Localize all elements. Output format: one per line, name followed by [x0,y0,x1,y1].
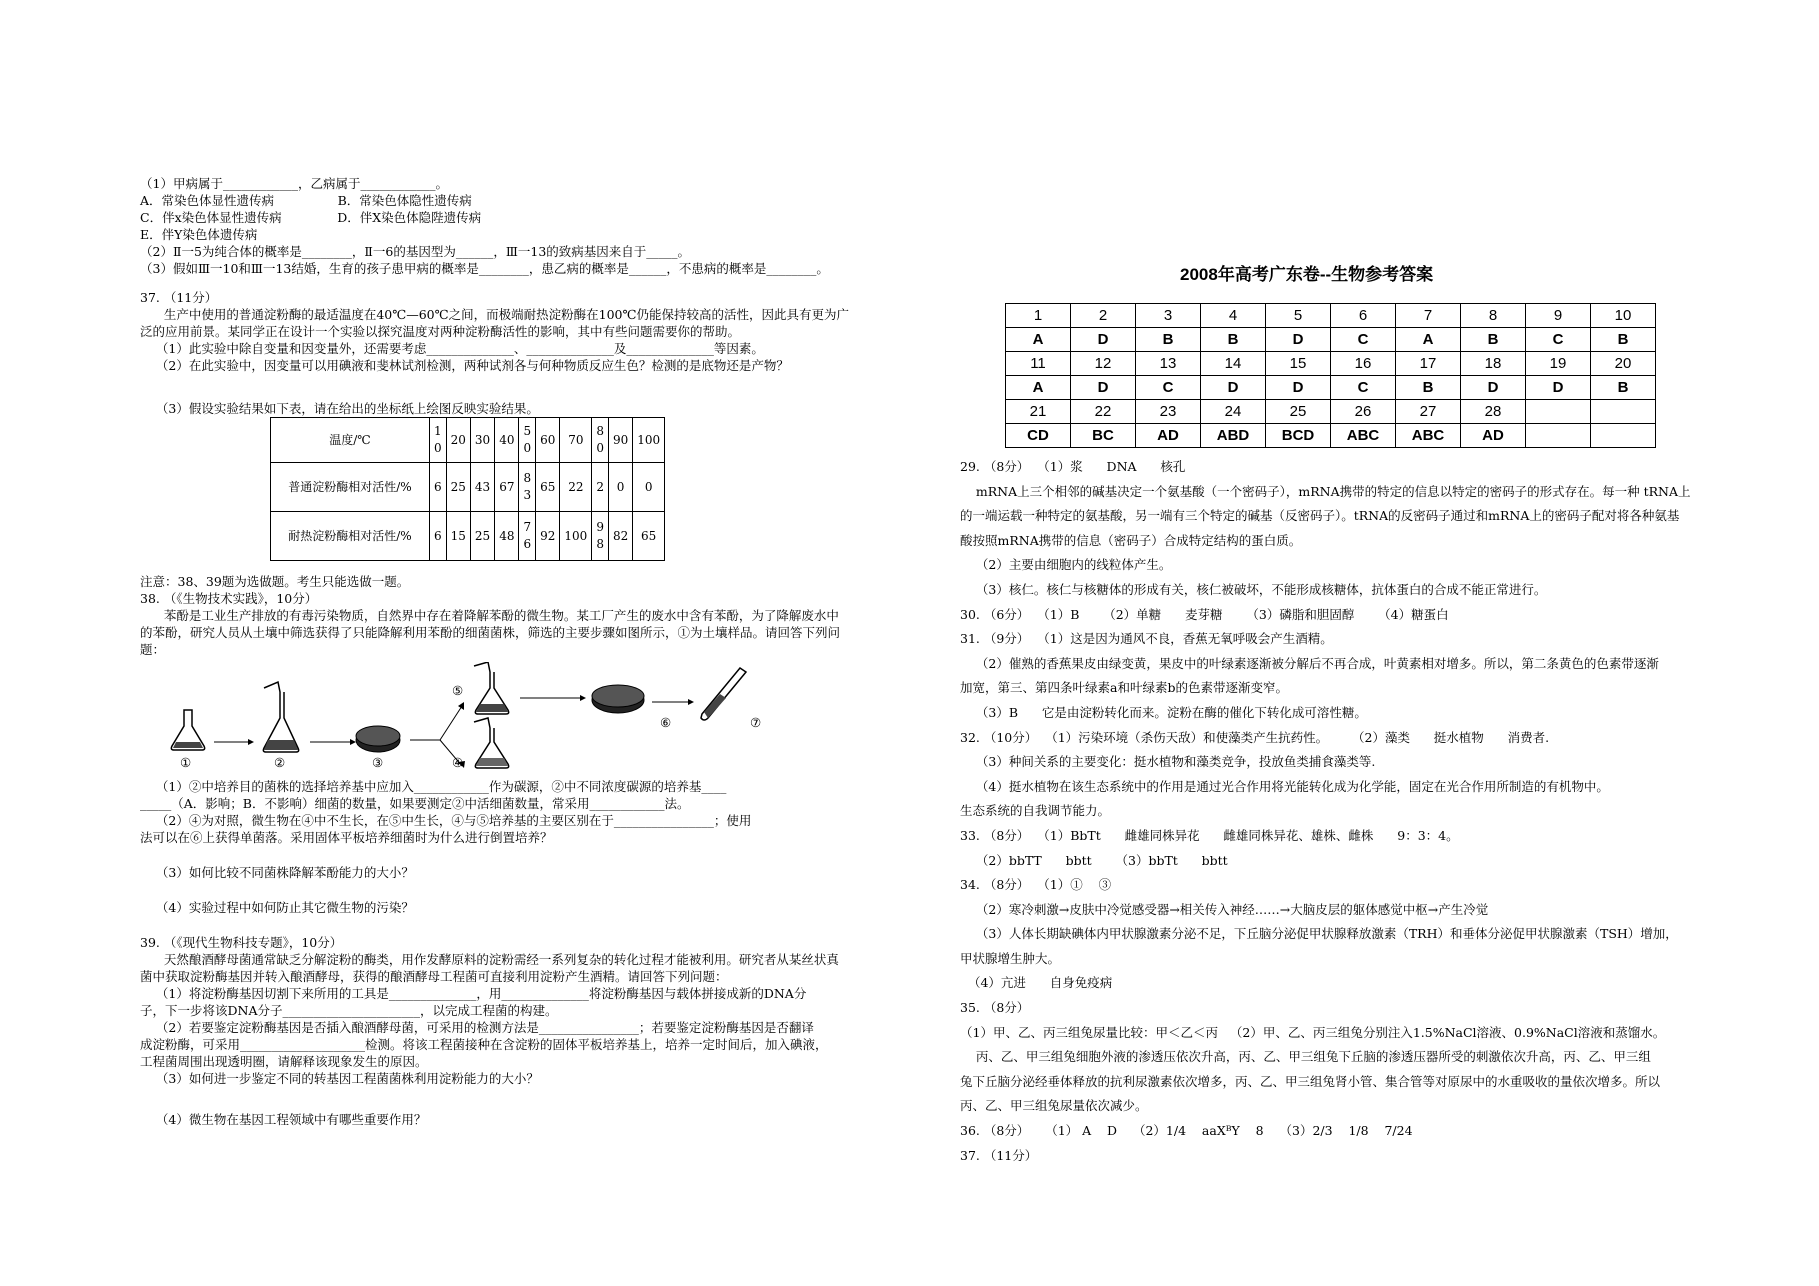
left-column [140,175,910,1128]
table-cell: 6 [430,463,447,512]
question-number-cell: 16 [1331,352,1396,376]
question-number-cell: 23 [1136,400,1201,424]
table-header-cell: 1 0 [430,418,447,463]
answer-line: （4）挺水植物在该生态系统中的作用是通过光合作用将光能转化成为化学能，固定在光合作用所制造的有机物中。 [960,778,1609,794]
question-number-cell: 6 [1331,304,1396,328]
petri-dish-6-icon [592,685,644,713]
q36-line: （2）Ⅱ一5为纯合体的概率是________，Ⅱ一6的基因型为______，Ⅲ一13的致病基因来自于_____。 [140,244,691,259]
answer-key-title: 2008年高考广东卷--生物参考答案 [1180,265,1434,284]
answer-cell: BCD [1266,424,1331,448]
petri-dish-3-icon [356,726,400,752]
answer-line: 丙、乙、甲三组兔尿量依次减少。 [960,1098,1148,1114]
q36-line: （3）假如Ⅲ一10和Ⅲ一13结婚，生育的孩子患甲病的概率是________，患乙病的概率是______，不患病的概率是________。 [140,261,829,276]
answer-cell: B [1591,376,1656,400]
q38-line: 法可以在⑥上获得单菌落。采用固体平板培养细菌时为什么进行倒置培养？ [140,830,553,845]
answer-cell: D [1071,376,1136,400]
answer-row [1006,352,1656,376]
q36-line: E．伴Y染色体遗传病 [140,227,258,242]
q38-part-3: （3）如何比较不同菌株降解苯酚能力的大小？ [140,865,414,880]
table-cell: 15 [446,512,470,561]
screening-steps-figure [140,662,910,772]
answer-cell: C [1136,376,1201,400]
question-number-cell: 4 [1201,304,1266,328]
q37-table-intro: （3）假设实验结果如下表，请在给出的坐标纸上绘图反映实验结果。 [140,401,539,416]
fig-label-4: ④ [452,755,464,770]
table-header-cell: 8 0 [592,418,609,463]
answer-line: （2）bbTT bbtt （3）bbTt bbtt [960,852,1228,868]
answer-line: （3）人体长期缺碘体内甲状腺激素分泌不足，下丘脑分泌促甲状腺释放激素（TRH）和垂体分泌促甲状腺激素（TSH）增加， [960,926,1678,942]
answer-cell: B [1136,328,1201,352]
answer-cell: ABC [1331,424,1396,448]
answer-cell: ABC [1396,424,1461,448]
question-number-cell: 1 [1006,304,1071,328]
q39-line: （3）如何进一步鉴定不同的转基因工程菌菌株利用淀粉能力的大小？ [140,1071,539,1086]
flask-2-icon [263,682,298,752]
answer-line: （3）种间关系的主要变化：挺水植物和藻类竞争，投放鱼类捕食藻类等. [960,754,1376,770]
answer-cell: D [1461,376,1526,400]
table-cell: 48 [495,512,519,561]
table-cell: 0 [633,463,665,512]
table-cell: 43 [470,463,494,512]
table-cell: 65 [633,512,665,561]
q38-intro-line: 的苯酚，研究人员从土壤中筛选获得了只能降解利用苯酚的细菌菌株，筛选的主要步骤如图所示，①为土壤样品。请回答下列问 [140,625,841,640]
table-header-cell: 20 [446,418,470,463]
q39-line: 菌中获取淀粉酶基因并转入酿酒酵母，获得的酿酒酵母工程菌可直接利用淀粉产生酒精。请回答下列问题： [140,969,728,984]
answer-row [1006,304,1656,328]
table-cell: 耐热淀粉酶相对活性/% [271,512,430,561]
table-header-cell: 100 [633,418,665,463]
flask-4-icon [474,718,509,768]
table-cell: 8 3 [519,463,536,512]
fig-label-7: ⑦ [750,715,762,730]
table-cell: 92 [536,512,560,561]
question-number-cell: 18 [1461,352,1526,376]
answer-line: 35. （8分） [960,1000,1030,1016]
answer-line: 29. （8分） （1）浆 DNA 核孔 [960,459,1186,474]
table-cell: 9 8 [592,512,609,561]
question-38-intro [140,573,910,658]
answer-cell: AD [1136,424,1201,448]
q39-line: 工程菌周围出现透明圈，请解释该现象发生的原因。 [140,1054,428,1069]
fig-label-6: ⑥ [660,715,672,730]
answer-cell: A [1396,328,1461,352]
flask-1-icon [171,710,204,750]
answer-line: 生态系统的自我调节能力。 [960,803,1111,819]
q38-line: （1）②中培养目的菌株的选择培养基中应加入____________作为碳源，②中不同浓度碳源的培养基____ [140,779,727,794]
table-cell: 25 [446,463,470,512]
answer-line: （3）核仁。核仁与核糖体的形成有关，核仁被破坏，不能形成核糖体，抗体蛋白的合成不能正常进行。 [960,581,1547,597]
q38-line: _____（A．影响；B．不影响）细菌的数量，如果要测定②中活细菌数量，常采用____________法。 [140,796,690,811]
table-cell: 2 [592,463,609,512]
answer-line: 兔下丘脑分泌经垂体释放的抗利尿激素依次增多，丙、乙、甲三组兔肾小管、集合管等对原尿中的水重吸收的量依次增多。所以 [960,1073,1661,1089]
fig-label-2: ② [274,755,286,770]
answer-cell: B [1396,376,1461,400]
answer-line: 34. （8分） （1）① ③ [960,877,1112,893]
answer-line: 酸按照mRNA携带的信息（密码子）合成特定结构的蛋白质。 [960,532,1302,548]
answer-cell: B [1201,328,1266,352]
table-cell: 7 6 [519,512,536,561]
question-number-cell: 20 [1591,352,1656,376]
question-number-cell: 5 [1266,304,1331,328]
answer-cell: BC [1071,424,1136,448]
question-number-cell: 27 [1396,400,1461,424]
enzyme-activity-table [270,417,665,561]
q38-part-4: （4）实验过程中如何防止其它微生物的污染？ [140,900,414,915]
answer-line: （2）主要由细胞内的线粒体产生。 [960,557,1172,573]
answer-line: 加宽，第三、第四条叶绿素a和叶绿素b的色素带逐渐变窄。 [960,680,1288,696]
answer-row [1006,424,1656,448]
question-number-cell: 14 [1201,352,1266,376]
answer-line: 33. （8分） （1）BbTt 雌雄同株异花 雌雄同株异花、雄株、雌株 9：3：4。 [960,827,1459,843]
q36-line: A．常染色体显性遗传病 B．常染色体隐性遗传病 [140,193,472,208]
q38-intro-line: 苯酚是工业生产排放的有毒污染物质，自然界中存在着降解苯酚的微生物。某工厂产生的废水中含有苯酚，为了降解废水中 [140,608,839,623]
q38-intro-line: 题： [140,642,166,657]
q38-line: （2）④为对照，微生物在④中不生长，在⑤中生长，④与⑤培养基的主要区别在于________________；使用 [140,813,752,828]
question-number-cell: 22 [1071,400,1136,424]
question-number-cell: 21 [1006,400,1071,424]
q37-line: （2）在此实验中，因变量可以用碘液和斐林试剂检测，两种试剂各与何种物质反应生色？检测的是底物还是产物？ [140,358,789,373]
answer-row [1006,400,1656,424]
answer-line: 31. （9分） （1）这是因为通风不良，香蕉无氧呼吸会产生酒精。 [960,631,1333,647]
question-number-cell: 11 [1006,352,1071,376]
table-cell: 22 [560,463,592,512]
q39-line: （2）若要鉴定淀粉酶基因是否插入酿酒酵母菌，可采用的检测方法是________________；若要鉴定淀粉酶基因是否翻译 [140,1020,814,1035]
question-number-cell: 24 [1201,400,1266,424]
answer-row [1006,328,1656,352]
answer-cell [1526,424,1591,448]
answer-line: 丙、乙、甲三组兔细胞外液的渗透压依次升高，丙、乙、甲三组兔下丘脑的渗透压器所受的刺激依次升高，丙、乙、甲三组 [960,1049,1651,1065]
answer-line: （1）甲、乙、丙三组兔尿量比较：甲＜乙＜丙 （2）甲、乙、丙三组兔分别注入1.5%NaCl溶液、0.9%NaCl溶液和蒸馏水。 [960,1024,1666,1040]
answer-cell [1591,424,1656,448]
table-cell: 67 [495,463,519,512]
answer-cell: D [1266,376,1331,400]
table-row [271,512,665,561]
question-number-cell [1591,400,1656,424]
table-cell: 82 [608,512,632,561]
answer-line: （3）B 它是由淀粉转化而来。淀粉在酶的催化下转化成可溶性糖。 [960,704,1367,720]
table-row [271,463,665,512]
table-header-cell: 60 [536,418,560,463]
answer-cell: C [1331,328,1396,352]
question-number-cell: 3 [1136,304,1201,328]
answer-line: （2）催熟的香蕉果皮由绿变黄，果皮中的叶绿素逐渐被分解后不再合成，叶黄素相对增多。所以，第二条黄色的色素带逐渐 [960,655,1659,671]
table-header-cell: 30 [470,418,494,463]
q39-line: 天然酿酒酵母菌通常缺乏分解淀粉的酶类，用作发酵原料的淀粉需经一系列复杂的转化过程才能被利用。研究者从某丝状真 [140,952,839,967]
question-number-cell [1526,400,1591,424]
question-number-cell: 8 [1461,304,1526,328]
answer-line: （2）寒冷刺激→皮肤中冷觉感受器→相关传入神经……→大脑皮层的躯体感觉中枢→产生冷觉 [960,901,1489,917]
flask-5-icon [474,662,509,714]
table-header-cell: 5 0 [519,418,536,463]
q36-line: C．伴x染色体显性遗传病 D．伴X染色体隐陛遗传病 [140,210,482,225]
question-number-cell: 19 [1526,352,1591,376]
answer-line: 37. （11分） [960,1147,1038,1163]
multiple-choice-answer-table [1005,303,1656,448]
q39-line: （1）将淀粉酶基因切割下来所用的工具是______________，用______________将淀粉酶基因与载体拼接成新的DNA分 [140,986,807,1001]
answer-line: 32. （10分） （1）污染环境（杀伤天敌）和使藻类产生抗药性。 （2）藻类 挺水植物 消费者. [960,729,1550,745]
table-cell: 0 [608,463,632,512]
answer-cell: D [1201,376,1266,400]
question-number-cell: 12 [1071,352,1136,376]
question-number-cell: 13 [1136,352,1201,376]
answer-line: mRNA上三个相邻的碱基决定一个氨基酸（一个密码子），mRNA携带的特定的信息以特定的密码子的形式存在。每一种 tRNA上 [960,483,1691,499]
q38-intro-line: 注意：38、39题为选做题。考生只能选做一题。 [140,574,410,589]
table-header-cell: 40 [495,418,519,463]
table-cell: 普通淀粉酶相对活性/% [271,463,430,512]
answer-cell: AD [1461,424,1526,448]
question-number-cell: 25 [1266,400,1331,424]
question-number-cell: 28 [1461,400,1526,424]
flask-diagram [140,662,910,772]
answer-line: 36. （8分） （1） A D （2）1/4 aaXᴮY 8 （3）2/3 1/8 7/24 [960,1123,1413,1139]
answer-cell: C [1331,376,1396,400]
q37-line: 生产中使用的普通淀粉酶的最适温度在40℃—60℃之间，而极端耐热淀粉酶在100℃仍能保持较高的活性，因此具有更为广 [140,307,849,322]
q36-line: （1）甲病属于____________，乙病属于____________。 [140,176,448,191]
question-number-cell: 7 [1396,304,1461,328]
question-number-cell: 9 [1526,304,1591,328]
answer-cell: D [1266,328,1331,352]
q39-line: 子，下一步将该DNA分子______________________，以完成工程菌的构建。 [140,1003,558,1018]
question-number-cell: 2 [1071,304,1136,328]
answer-row [1006,376,1656,400]
table-header-cell: 温度/℃ [271,418,430,463]
answer-cell: A [1006,328,1071,352]
answer-cell: A [1006,376,1071,400]
table-cell: 65 [536,463,560,512]
q37-line: 泛的应用前景。某同学正在设计一个实验以探究温度对两种淀粉酶活性的影响，其中有些问题需要你的帮助。 [140,324,741,339]
test-tube-7-icon [701,668,746,720]
table-cell: 100 [560,512,592,561]
answer-explanations [960,455,1740,1168]
answer-cell: ABD [1201,424,1266,448]
q39-part-4: （4）微生物在基因工程领域中有哪些重要作用？ [140,1112,427,1127]
answer-cell: D [1526,376,1591,400]
table-cell: 25 [470,512,494,561]
question-number-cell: 10 [1591,304,1656,328]
answer-cell: CD [1006,424,1071,448]
q38-intro-line: 38. （《生物技术实践》，10分） [140,591,318,606]
question-number-cell: 26 [1331,400,1396,424]
fig-label-3: ③ [372,755,384,770]
answer-line: 甲状腺增生肿大。 [960,950,1061,966]
question-36-block [140,175,910,277]
answer-cell: B [1591,328,1656,352]
table-header-cell: 70 [560,418,592,463]
question-39-block [140,934,910,1087]
fig-label-1: ① [180,755,192,770]
q39-line: 成淀粉酶，可采用____________________检测。将该工程菌接种在含淀粉的固体平板培养基上，培养一定时间后，加入碘液， [140,1037,828,1052]
question-37-block [140,289,910,374]
table-header-cell: 90 [608,418,632,463]
question-number-cell: 15 [1266,352,1331,376]
q39-line: 39. （《现代生物科技专题》，10分） [140,935,343,950]
q37-line: 37. （11分） [140,290,218,305]
question-38-block [140,778,910,846]
answer-cell: B [1461,328,1526,352]
answer-cell: D [1071,328,1136,352]
q37-line: （1）此实验中除自变量和因变量外，还需要考虑______________、______________及______________等因素。 [140,341,764,356]
fig-label-5: ⑤ [452,683,464,698]
table-cell: 6 [430,512,447,561]
answer-cell: C [1526,328,1591,352]
answer-line: （4）亢进 自身免疫病 [960,975,1113,991]
answer-line: 30. （6分） （1）B （2）单糖 麦芽糖 （3）磷脂和胆固醇 （4）糖蛋白 [960,606,1449,622]
answer-line: 的一端运载一种特定的氨基酸，另一端有三个特定的碱基（反密码子）。tRNA的反密码子通过和mRNA上的密码子配对将各种氨基 [960,508,1680,524]
question-number-cell: 17 [1396,352,1461,376]
